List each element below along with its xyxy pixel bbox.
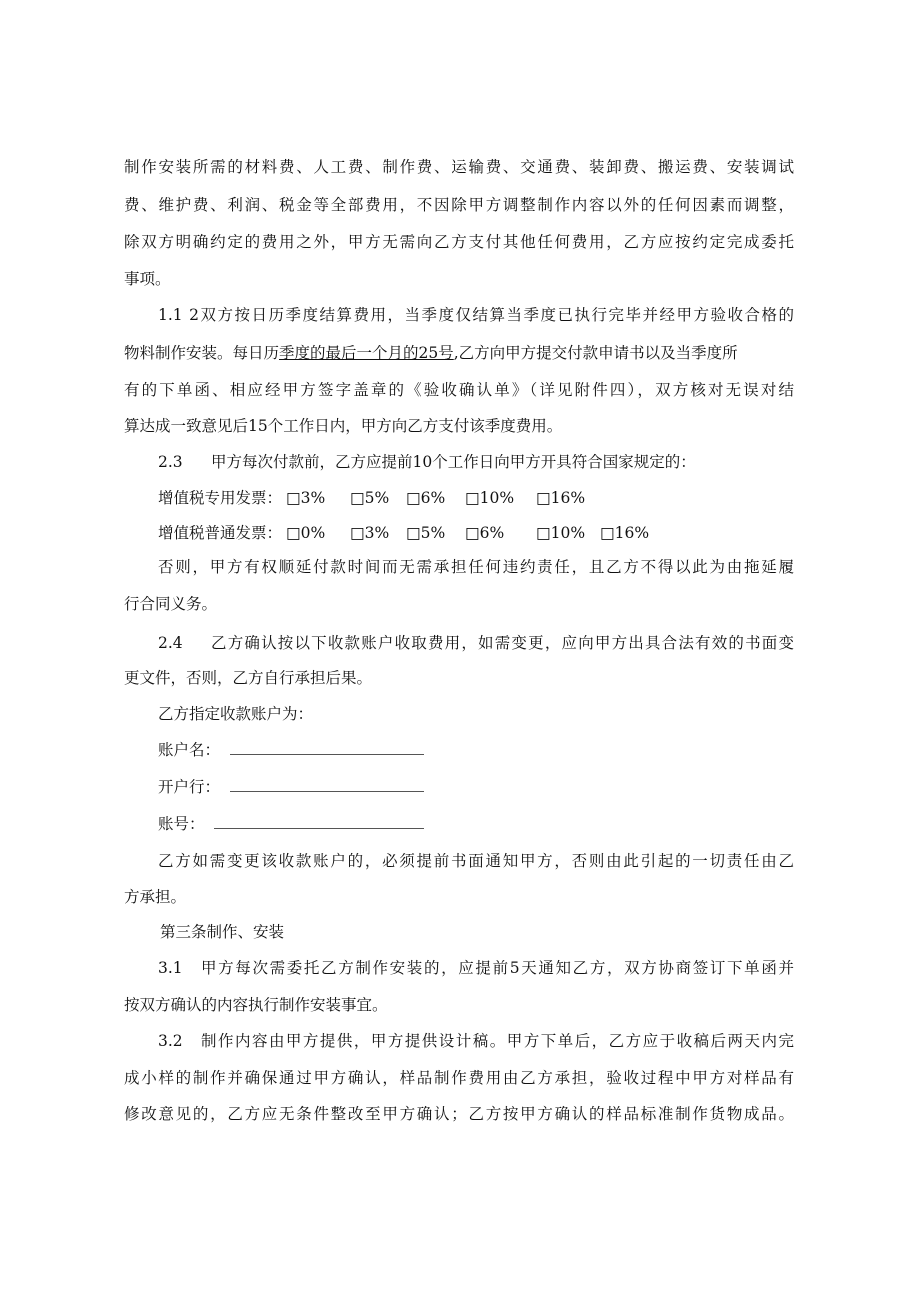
clause-3-2-number: 3.2 [158, 1032, 183, 1050]
vat-special-option-10: □10% [465, 489, 515, 507]
account-change-line-2: 方承担。 [124, 888, 187, 906]
clause-2-4-line-1: 乙方确认按以下收款账户收取费用，如需变更，应向甲方出具合法有效的书面变 [211, 634, 794, 652]
clause-3-1-line-1: 甲方每次需委托乙方制作安装的，应提前5天通知乙方，双方协商签订下单函并 [201, 959, 794, 977]
clause-1-1-2-underlined-date: 季度的最后一个月的25号 [279, 344, 454, 362]
clause-1-1-2-line-1: 1.1 2双方按日历季度结算费用，当季度仅结算当季度已执行完毕并经甲方验收合格的 [158, 306, 794, 324]
vat-special-label: 增值税专用发票： [158, 489, 283, 507]
account-change-line-1: 乙方如需变更该收款账户的，必须提前书面通知甲方，否则由此引起的一切责任由乙 [158, 852, 794, 870]
vat-normal-option-0: □0% [286, 524, 326, 542]
vat-special-option-16: □16% [536, 489, 586, 507]
clause-2-3-otherwise-line-2: 行合同义务。 [124, 595, 218, 613]
clause-2-4-number: 2.4 [158, 634, 183, 652]
vat-normal-label: 增值税普通发票： [158, 524, 283, 542]
fees-line-2: 费、维护费、利润、税金等全部费用，不因除甲方调整制作内容以外的任何因素而调整， [124, 196, 794, 214]
clause-2-3-number: 2.3 [158, 453, 183, 471]
account-number-label: 账号： [158, 815, 205, 833]
clause-3-1-line-2: 按双方确认的内容执行制作安装事宜。 [124, 996, 388, 1014]
bank-label: 开户行： [158, 778, 221, 796]
vat-special-option-3: □3% [286, 489, 326, 507]
clause-1-1-2-line-2-post: ,乙方向甲方提交付款申请书以及当季度所 [453, 344, 738, 362]
clause-1-1-2-line-2-pre: 物料制作安装。每日历 [124, 344, 280, 362]
vat-special-option-6: □6% [406, 489, 446, 507]
clause-3-2-line-3: 修改意见的，乙方应无条件整改至甲方确认；乙方按甲方确认的样品标准制作货物成品。 [124, 1105, 794, 1123]
fees-line-4: 事项。 [124, 270, 171, 288]
bank-field [230, 777, 424, 797]
clause-2-4-line-2: 更文件，否则，乙方自行承担后果。 [124, 669, 373, 687]
account-name-field [230, 740, 424, 760]
clause-2-3-text: 甲方每次付款前，乙方应提前10个工作日向甲方开具符合国家规定的： [211, 453, 696, 471]
fees-line-1: 制作安装所需的材料费、人工费、制作费、运输费、交通费、装卸费、搬运费、安装调试 [124, 158, 794, 176]
clause-3-2-line-2: 成小样的制作并确保通过甲方确认，样品制作费用由乙方承担，验收过程中甲方对样品有 [124, 1069, 794, 1087]
vat-special-option-5: □5% [350, 489, 390, 507]
article-3-heading: 第三条制作、安装 [160, 923, 285, 941]
clause-1-1-2-line-3: 有的下单函、相应经甲方签字盖章的《验收确认单》（详见附件四），双方核对无误对结 [124, 381, 794, 399]
account-number-field [214, 814, 424, 834]
clause-2-3-otherwise-line-1: 否则，甲方有权顺延付款时间而无需承担任何违约责任，且乙方不得以此为由拖延履 [158, 558, 794, 576]
vat-normal-option-6: □6% [465, 524, 505, 542]
account-intro: 乙方指定收款账户为： [158, 705, 314, 723]
clause-3-1-number: 3.1 [158, 959, 183, 977]
vat-normal-option-16: □16% [600, 524, 650, 542]
vat-normal-option-10: □10% [536, 524, 586, 542]
vat-normal-option-3: □3% [350, 524, 390, 542]
vat-normal-option-5: □5% [406, 524, 446, 542]
fees-line-3: 除双方明确约定的费用之外，甲方无需向乙方支付其他任何费用，乙方应按约定完成委托 [124, 233, 794, 251]
account-name-label: 账户名： [158, 741, 221, 759]
clause-1-1-2-line-4: 算达成一致意见后15个工作日内，甲方向乙方支付该季度费用。 [124, 417, 563, 435]
clause-1-1-2-line-2 [124, 343, 738, 363]
clause-3-2-line-1: 制作内容由甲方提供，甲方提供设计稿。甲方下单后，乙方应于收稿后两天内完 [201, 1032, 794, 1050]
